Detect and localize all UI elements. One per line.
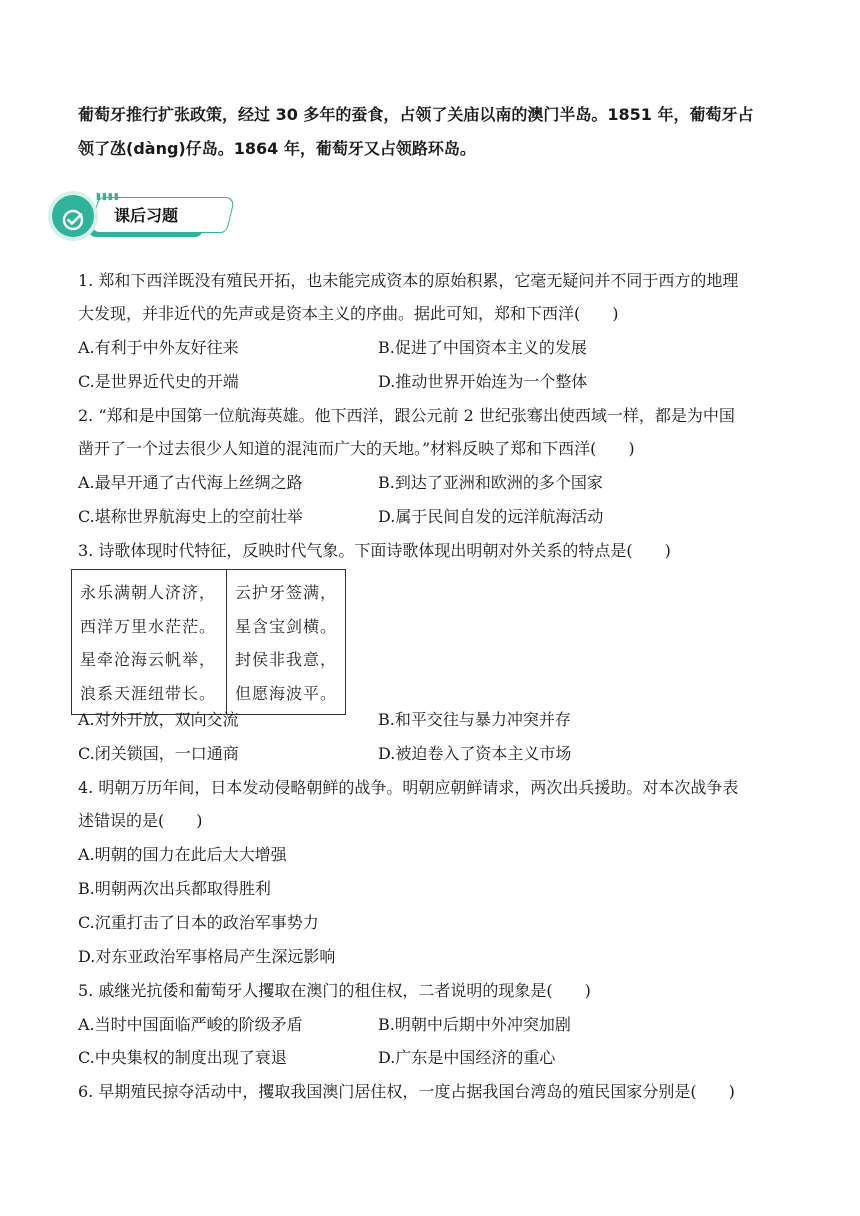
- intro-line-2: 领了氹(dàng)仔岛。1864 年，葡萄牙又占领路环岛。: [78, 139, 476, 158]
- header-dots: ▮▮▮▮: [96, 192, 120, 202]
- q2-option-b: B.到达了亚洲和欧洲的多个国家: [378, 473, 603, 492]
- q4-option-a: A.明朝的国力在此后大大增强: [78, 845, 287, 864]
- q3-option-c: C.闭关锁国，一口通商: [78, 744, 239, 763]
- q4-option-c: C.沉重打击了日本的政治军事势力: [78, 913, 319, 932]
- q2-stem-line-1: 2. “郑和是中国第一位航海英雄。他下西洋，跟公元前 2 世纪张骞出使西域一样，都是为中国: [78, 406, 735, 425]
- q4-stem-line-1: 4. 明朝万历年间，日本发动侵略朝鲜的战争。明朝应朝鲜请求，两次出兵援助。对本次战争表: [78, 778, 739, 797]
- q5-option-d: D.广东是中国经济的重心: [378, 1048, 556, 1067]
- q1-option-c: C.是世界近代史的开端: [78, 372, 239, 391]
- q2-option-d: D.属于民间自发的远洋航海活动: [378, 507, 604, 526]
- q1-stem-line-2: 大发现，并非近代的先声或是资本主义的序曲。据此可知，郑和下西洋( ): [78, 304, 619, 323]
- poem-right-line: 星含宝剑横。: [235, 616, 338, 636]
- poem-left-line: 永乐满朝人济济，: [80, 583, 217, 602]
- q1-stem-line-1: 1. 郑和下西洋既没有殖民开拓，也未能完成资本的原始积累，它毫无疑问并不同于西方的地理: [78, 271, 739, 290]
- q4-option-b: B.明朝两次出兵都取得胜利: [78, 879, 271, 898]
- q5-option-c: C.中央集权的制度出现了衰退: [78, 1048, 287, 1067]
- check-icon: [60, 207, 86, 233]
- poem-right-line: 云护牙签满，: [235, 583, 338, 602]
- poem-left-cell: [72, 570, 227, 715]
- poem-left-line: 浪系天涯纽带长。: [80, 683, 217, 703]
- q6-stem-line-1: 6. 早期殖民掠夺活动中，攫取我国澳门居住权，一度占据我国台湾岛的殖民国家分别是( ): [78, 1082, 735, 1101]
- q1-option-d: D.推动世界开始连为一个整体: [378, 372, 588, 391]
- q5-stem-line-1: 5. 戚继光抗倭和葡萄牙人攫取在澳门的租住权，二者说明的现象是( ): [78, 981, 591, 1000]
- q1-option-a: A.有利于中外友好往来: [78, 338, 239, 357]
- q5-option-a: A.当时中国面临严峻的阶级矛盾: [78, 1015, 303, 1034]
- q3-option-d: D.被迫卷入了资本主义市场: [378, 744, 572, 763]
- intro-line-1: 葡萄牙推行扩张政策，经过 30 多年的蚕食，占领了关庙以南的澳门半岛。1851 年，葡萄牙占: [78, 105, 754, 124]
- check-circle-icon: [52, 195, 94, 237]
- q1-option-b: B.促进了中国资本主义的发展: [378, 338, 587, 357]
- q5-option-b: B.明朝中后期中外冲突加剧: [378, 1015, 571, 1034]
- q3-option-b: B.和平交往与暴力冲突并存: [378, 710, 571, 729]
- poem-left-line: 星牵沧海云帆举，: [80, 650, 217, 669]
- poem-right-cell: [227, 570, 346, 715]
- section-header: [52, 191, 242, 247]
- q2-stem-line-2: 凿开了一个过去很少人知道的混沌而广大的天地。”材料反映了郑和下西洋( ): [78, 439, 635, 458]
- q3-stem-line-1: 3. 诗歌体现时代特征，反映时代气象。下面诗歌体现出明朝对外关系的特点是( ): [78, 541, 671, 560]
- poem-right-line: 但愿海波平。: [235, 683, 338, 703]
- q3-option-a: A.对外开放，双向交流: [78, 710, 239, 729]
- q2-option-c: C.堪称世界航海史上的空前壮举: [78, 507, 303, 526]
- q4-option-d: D.对东亚政治军事格局产生深远影响: [78, 947, 336, 966]
- poem-left-line: 西洋万里水茫茫。: [80, 616, 217, 636]
- q2-option-a: A.最早开通了古代海上丝绸之路: [78, 473, 303, 492]
- poem-right-line: 封侯非我意，: [235, 650, 338, 669]
- section-title: 课后习题: [114, 206, 179, 225]
- q4-stem-line-2: 述错误的是( ): [78, 811, 203, 830]
- poem-table: [71, 569, 346, 715]
